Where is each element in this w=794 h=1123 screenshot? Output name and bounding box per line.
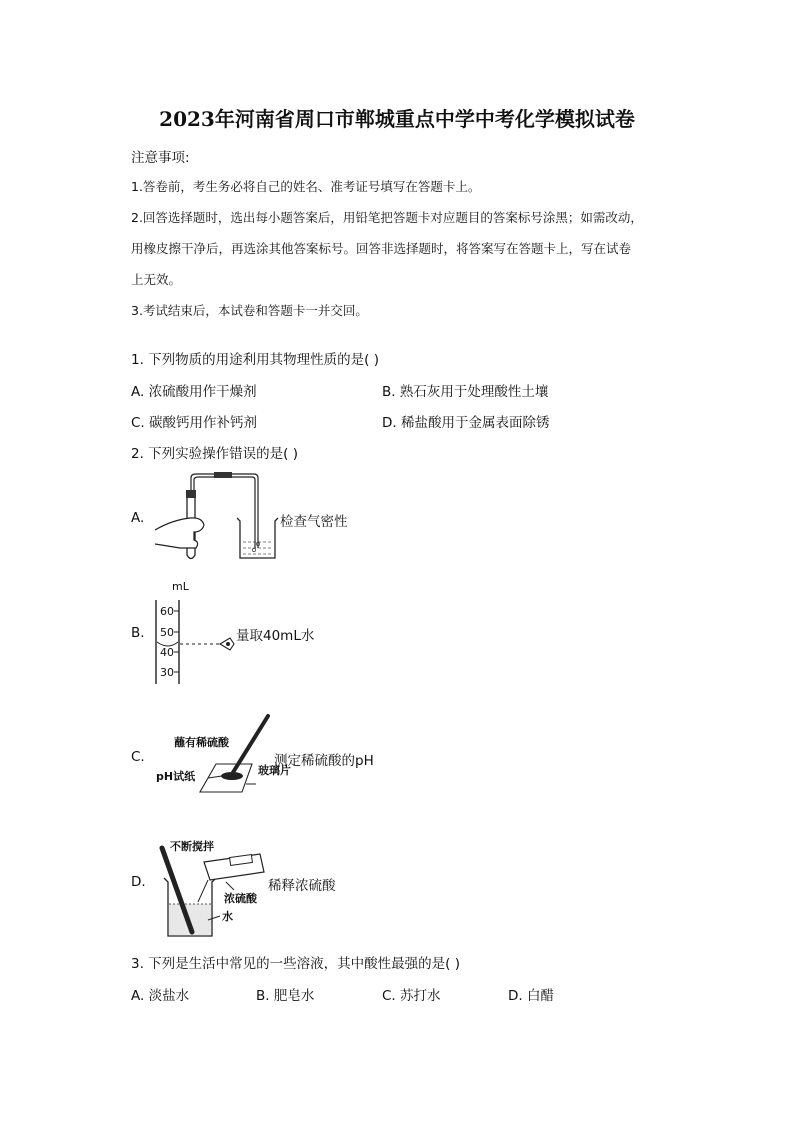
figure-b-letter: B. — [131, 625, 145, 641]
question-3-option-d: D. 白醋 — [508, 988, 554, 1004]
tick-label: 30 — [160, 666, 174, 679]
question-3-option-a: A. 淡盐水 — [131, 988, 190, 1004]
cylinder-unit: mL — [172, 580, 189, 593]
tick-label: 40 — [160, 646, 174, 659]
tick-label: 60 — [160, 605, 174, 618]
tick-label: 50 — [160, 626, 174, 639]
figure-c-caption: 测定稀硫酸的pH — [274, 753, 374, 769]
acid-stream — [198, 880, 208, 902]
ph-test-figure — [150, 710, 291, 815]
notice-line: 2.回答选择题时，选出每小题答案后，用铅笔把答题卡对应题目的答案标号涂黑；如需改动， — [131, 210, 643, 225]
eye-icon — [220, 638, 234, 650]
figure-d-letter: D. — [131, 874, 146, 890]
question-1-stem: 1. 下列物质的用途利用其物理性质的是( ) — [131, 352, 379, 368]
question-1-option-d: D. 稀盐酸用于金属表面除锈 — [382, 415, 550, 431]
question-2-stem: 2. 下列实验操作错误的是( ) — [131, 446, 298, 462]
label-ph-paper: pH试纸 — [156, 770, 196, 783]
notice-heading: 注意事项: — [131, 150, 190, 166]
label-stirring: 不断搅拌 — [170, 840, 214, 853]
figure-b-caption: 量取40mL水 — [236, 628, 315, 644]
svg-text:玻璃片: 玻璃片 — [258, 764, 291, 777]
label-dipped-acid: 蘸有稀硫酸 — [174, 736, 229, 749]
notice-line: 1.答卷前，考生务必将自己的姓名、准考证号填写在答题卡上。 — [131, 179, 481, 194]
hand-icon — [155, 518, 204, 548]
glass-tube-icon — [191, 474, 258, 548]
notice-line: 上无效。 — [131, 272, 182, 287]
question-3-stem: 3. 下列是生活中常见的一些溶液，其中酸性最强的是( ) — [131, 956, 460, 972]
notice-line: 用橡皮擦干净后，再选涂其他答案标号。回答非选择题时，将答案写在答题卡上，写在试卷 — [131, 241, 632, 256]
question-1-option-a: A. 浓硫酸用作干燥剂 — [131, 384, 257, 400]
figure-a-letter: A. — [131, 510, 145, 526]
label-water: 水 — [222, 910, 233, 923]
figure-c-letter: C. — [131, 749, 145, 765]
notice-line: 3.考试结束后，本试卷和答题卡一并交回。 — [131, 303, 368, 318]
label-conc-acid: 浓硫酸 — [224, 892, 257, 905]
graduated-cylinder-figure — [150, 576, 250, 686]
page-title: 2023年河南省周口市郸城重点中学中考化学模拟试卷 — [159, 107, 635, 131]
rubber-tube-icon — [214, 472, 232, 478]
question-3-option-b: B. 肥皂水 — [256, 988, 315, 1004]
question-3-option-c: C. 苏打水 — [382, 988, 441, 1004]
figure-d-caption: 稀释浓硫酸 — [268, 878, 336, 894]
figure-a-caption: 检查气密性 — [280, 514, 348, 530]
question-1-option-c: C. 碳酸钙用作补钙剂 — [131, 415, 258, 431]
dilution-figure — [150, 836, 280, 946]
airtight-check-figure — [150, 470, 390, 570]
stopper-icon — [186, 490, 196, 498]
label-pointer — [208, 776, 222, 778]
question-1-option-b: B. 熟石灰用于处理酸性土壤 — [382, 384, 549, 400]
